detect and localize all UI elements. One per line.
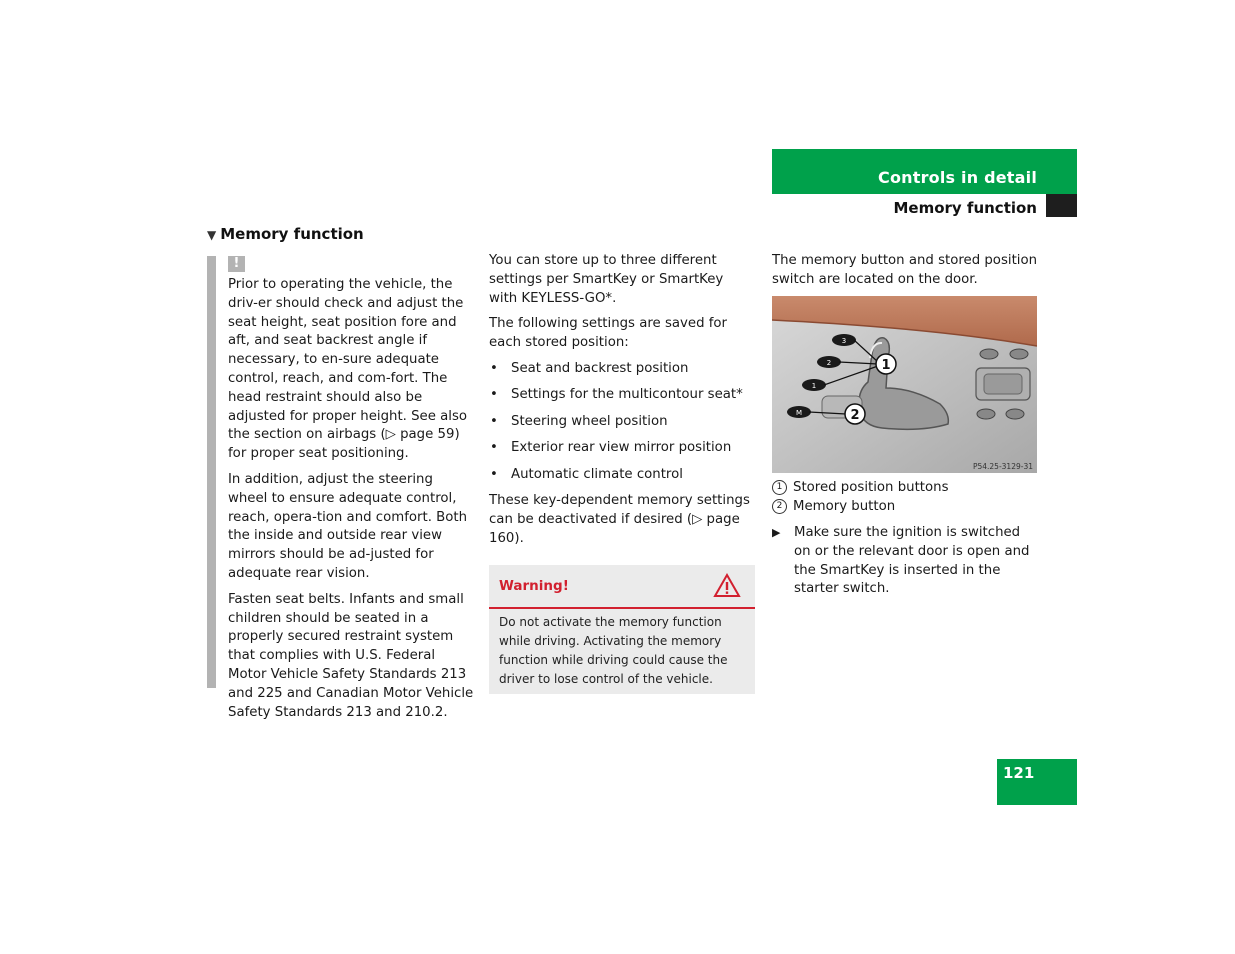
section-heading [207, 225, 364, 243]
button-label: 3 [841, 337, 847, 345]
play-arrow-icon: ▶ [772, 526, 781, 539]
warning-triangle-icon [713, 573, 741, 598]
warning-box [489, 565, 755, 694]
legend-row [772, 497, 1038, 516]
button-label: 2 [826, 359, 832, 367]
settings-list [489, 360, 755, 485]
page-number: 121 [1003, 764, 1035, 782]
warning-text: Do not activate the memory function while driving. Activating the memory function while driving could cause the driver to lose control of the vehicle. [499, 615, 728, 686]
note-paragraph: Fasten seat belts. Infants and small children should be seated in a properly secured restraint system that complies with U.S. Federal Motor Vehicle Safety Standards 213 and 225 and Canadian Motor Vehicle Safety Standards 213 and 210.2. [228, 591, 474, 720]
callout-1: 1 [881, 358, 891, 373]
warning-title: Warning! [499, 578, 569, 594]
step-text: Make sure the ignition is switched on or the relevant door is open and the SmartKey is inserted in the starter switch. [794, 525, 1030, 597]
triangle-down-icon: ▼ [207, 228, 217, 242]
column-right-intro [772, 252, 1038, 297]
legend-text: Memory button [793, 499, 896, 514]
list-item: • Exterior rear view mirror position [489, 439, 755, 458]
note-paragraph: In addition, adjust the steering wheel to ensure adequate control, reach, opera-tion and comfort. Both the inside and outside rear view mirrors should be ad-justed for adequate rear vision. [228, 471, 468, 581]
chapter-title: Controls in detail [878, 168, 1037, 187]
legend-text: Stored position buttons [793, 480, 949, 495]
section-heading-text: Memory function [220, 225, 364, 243]
photo-code: P54.25-3129-31 [972, 462, 1033, 471]
note-text [228, 276, 474, 729]
callout-2: 2 [850, 408, 860, 423]
list-item: • Seat and backrest position [489, 360, 755, 379]
button-label: 1 [811, 382, 817, 390]
legend-number: 2 [772, 499, 787, 514]
warning-header [489, 565, 755, 609]
lead-paragraph: The following settings are saved for each stored position: [489, 316, 728, 351]
legend-number: 1 [772, 480, 787, 495]
exclamation-icon: ! [228, 256, 245, 272]
list-item: • Automatic climate control [489, 466, 755, 485]
column-middle [489, 252, 755, 556]
list-item: • Steering wheel position [489, 413, 755, 432]
photo-legend [772, 478, 1038, 516]
intro-paragraph: You can store up to three different settings per SmartKey or SmartKey with KEYLESS-GO*. [489, 253, 724, 306]
instruction-step [772, 524, 1038, 599]
section-title: Memory function [893, 199, 1037, 217]
door-memory-panel-photo [772, 296, 1037, 473]
note-paragraph: Prior to operating the vehicle, the driv-er should check and adjust the seat height, seat position fore and aft, and seat backrest angle if necessary, to en-sure adequate control, reach, and com-fort. The head restraint should also be adjusted for proper height. See also the section on airbags (▷ page 59) for proper seat positioning. [228, 277, 468, 462]
button-label: M [795, 409, 803, 417]
header-marker-block [1046, 194, 1077, 217]
note-sidebar [207, 256, 216, 688]
legend-row [772, 478, 1038, 497]
list-item: • Settings for the multicontour seat* [489, 386, 755, 405]
intro-paragraph: The memory button and stored position switch are located on the door. [772, 253, 1038, 287]
outro-paragraph: These key-dependent memory settings can be deactivated if desired (▷ page 160). [489, 493, 750, 546]
